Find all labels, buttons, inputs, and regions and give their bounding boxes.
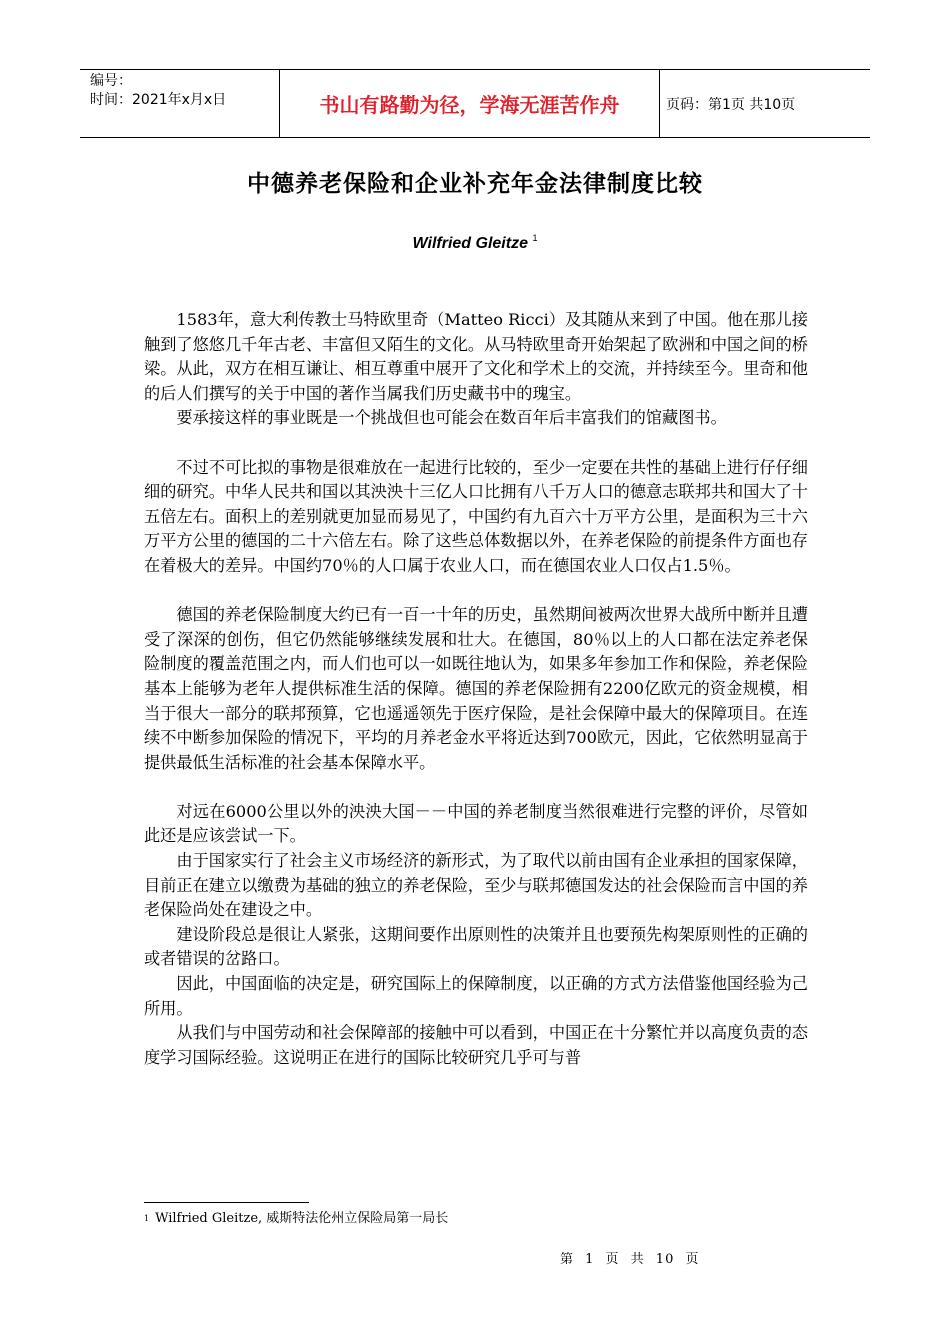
header-page-info: 页码：第1页 共10页	[666, 96, 796, 113]
header-meta	[80, 70, 280, 137]
body-paragraph: 由于国家实行了社会主义市场经济的新形式，为了取代以前由国有企业承担的国家保障，目前正在建立以缴费为基础的独立的养老保险，至少与联邦德国发达的社会保险而言中国的养老保险尚处在建设之中。	[144, 851, 808, 920]
body-paragraph: 因此，中国面临的决定是，研究国际上的保障制度，以正确的方式方法借鉴他国经验为己所用。	[144, 974, 808, 1018]
header-number-label: 编号：	[90, 73, 132, 89]
footnote-text: Wilfried Gleitze, 威斯特法伦州立保险局第一局长	[155, 1211, 449, 1226]
page-footer-number: 第 1 页 共 10 页	[560, 1252, 700, 1267]
body-paragraph: 对远在6000公里以外的泱泱大国－－中国的养老制度当然很难进行完整的评价，尽管如此还是应该尝试一下。	[144, 801, 808, 846]
body-paragraph: 建设阶段总是很让人紧张，这期间要作出原则性的决策并且也要预先构架原则性的正确的或者错误的岔路口。	[144, 924, 808, 969]
header-date-label: 时间：2021年x月x日	[90, 92, 227, 108]
author-footnote-mark: 1	[532, 233, 538, 243]
document-body	[144, 308, 808, 1070]
author-line	[0, 235, 950, 253]
body-paragraph: 不过不可比拟的事物是很难放在一起进行比较的，至少一定要在共性的基础上进行仔仔细细的研究。中华人民共和国以其泱泱十三亿人口比拥有八千万人口的德意志联邦共和国大了十五倍左右。面积上的差别就更加显而易见了，中国约有九百六十万平方公里，是面积为三十六万平方公里的德国的二十六倍左右。除了这些总体数据以外，在养老保险的前提条件方面也存在着极大的差异。中国约70％的人口属于农业人口，而在德国农业人口仅占1.5％。	[144, 457, 808, 575]
body-paragraph: 从我们与中国劳动和社会保障部的接触中可以看到，中国正在十分繁忙并以高度负责的态度学习国际经验。这说明正在进行的国际比较研究几乎可与普	[144, 1023, 808, 1067]
footnote-mark: 1	[144, 1214, 150, 1223]
document-title: 中德养老保险和企业补充年金法律制度比较	[247, 171, 703, 197]
body-paragraph: 要承接这样的事业既是一个挑战但也可能会在数百年后丰富我们的馆藏图书。	[176, 408, 727, 428]
footnote	[144, 1210, 808, 1228]
body-paragraph: 1583年，意大利传教士马特欧里奇（Matteo Ricci）及其随从来到了中国。他在那儿接触到了悠悠几千年古老、丰富但又陌生的文化。从马特欧里奇开始架起了欧洲和中国之间的桥梁。从此，双方在相互谦让、相互尊重中展开了文化和学术上的交流，并持续至今。里奇和他的后人们撰写的关于中国的著作当属我们历史藏书中的瑰宝。	[144, 310, 808, 403]
footnote-divider	[144, 1202, 309, 1203]
body-paragraph: 德国的养老保险制度大约已有一百一十年的历史，虽然期间被两次世界大战所中断并且遭受了深深的创伤，但它仍然能够继续发展和壮大。在德国，80％以上的人口都在法定养老保险制度的覆盖范围之内，而人们也可以一如既往地认为，如果多年参加工作和保险，养老保险基本上能够为老年人提供标准生活的保障。德国的养老保险拥有2200亿欧元的资金规模，相当于很大一部分的联邦预算，它也遥遥领先于医疗保险，是社会保障中最大的保障项目。在连续不中断参加保险的情况下，平均的月养老金水平将近达到700欧元，因此，它依然明显高于提供最低生活标准的社会基本保障水平。	[144, 605, 808, 772]
header-motto: 书山有路勤为径，学海无涯苦作舟	[280, 70, 660, 137]
author-name: Wilfried Gleitze	[412, 235, 528, 252]
page-header	[80, 69, 870, 138]
